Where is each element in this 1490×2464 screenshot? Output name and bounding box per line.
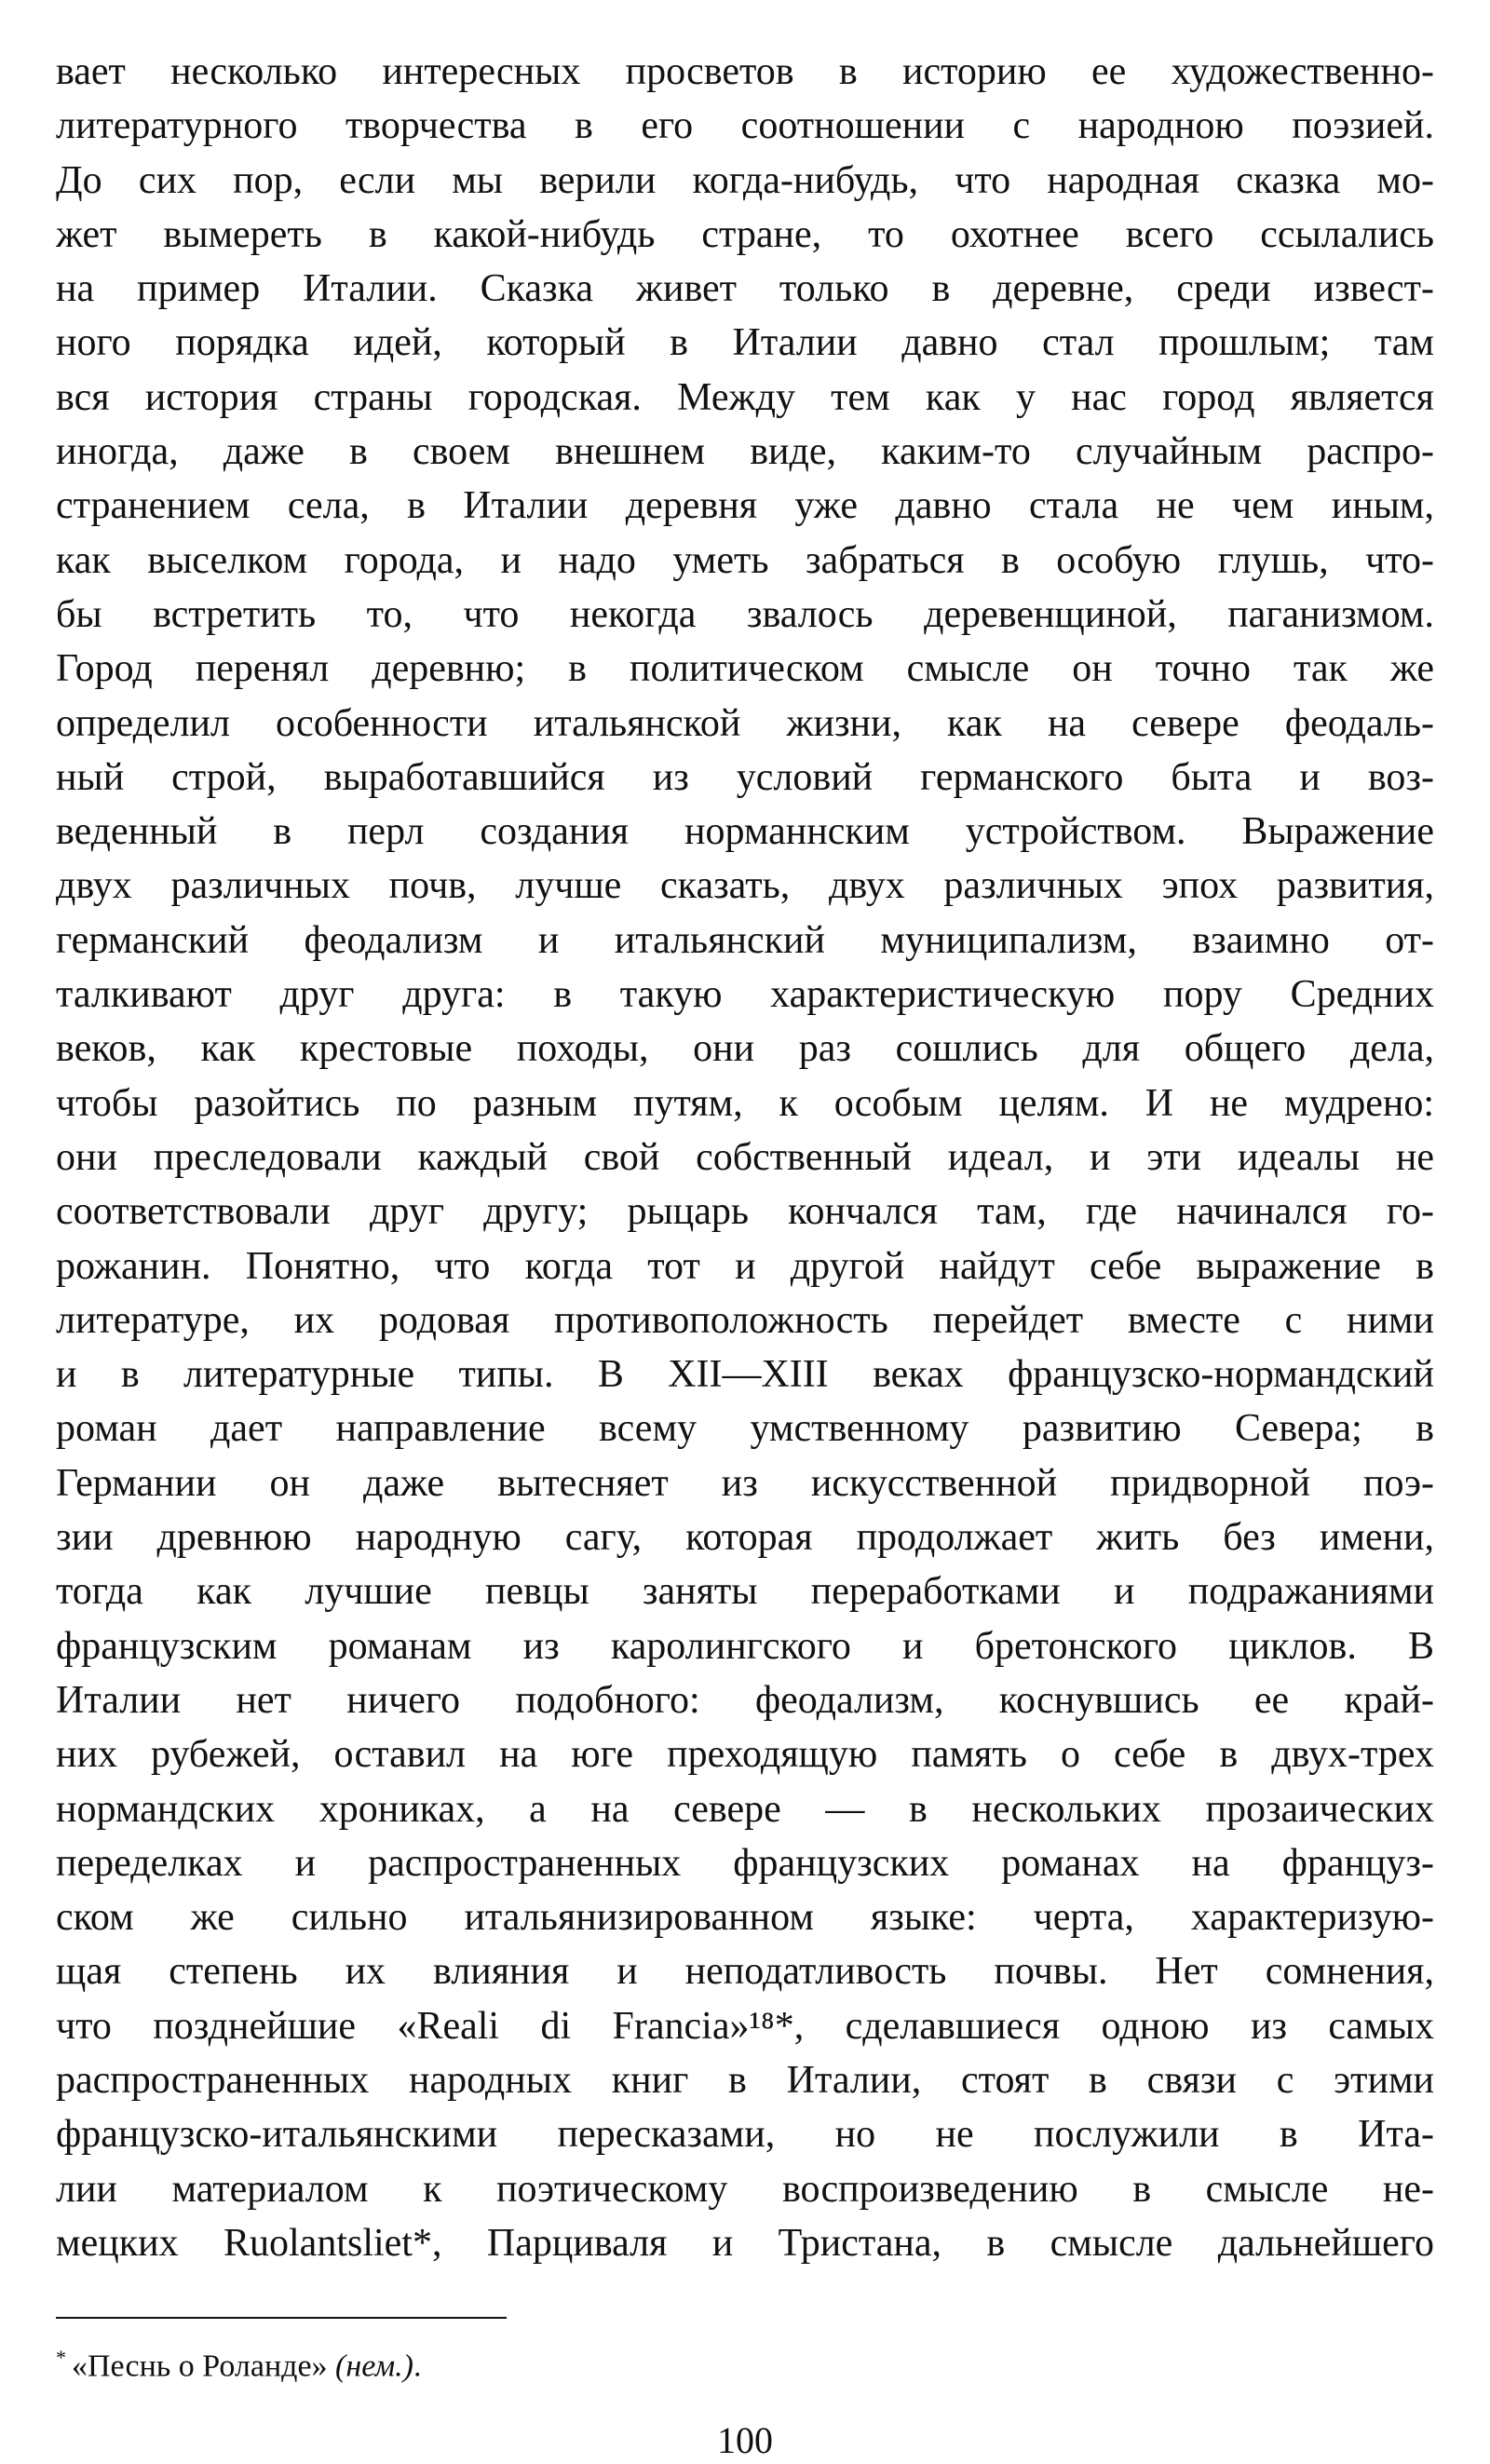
text-line: талкивают друг друга: в такую характеристическую пору Средних [56,973,1434,1017]
text-line: До сих пор, если мы верили когда-нибудь, что народная сказка мо- [56,158,1434,202]
text-line: что позднейшие «Reali di Francia»¹⁸*, сделавшиеся одною из самых [56,2004,1434,2048]
text-line: вся история страны городская. Между тем как у нас город является [56,375,1434,419]
text-line: определил особенности итальянской жизни, как на севере феодаль- [56,701,1434,745]
text-line: соответствовали друг другу; рыцарь кончался там, где начинался го- [56,1190,1434,1234]
text-line: тогда как лучшие певцы заняты переработками и подражаниями [56,1570,1434,1614]
page-number: 100 [717,2419,773,2461]
text-line: на пример Италии. Сказка живет только в деревне, среди извест- [56,267,1434,311]
text-line: нормандских хрониках, а на севере — в нескольких прозаических [56,1787,1434,1831]
text-line: странением села, в Италии деревня уже давно стала не чем иным, [56,484,1434,528]
text-line: веков, как крестовые походы, они раз сошлись для общего дела, [56,1027,1434,1071]
footnote-end: . [413,2349,422,2384]
text-line: двух различных почв, лучше сказать, двух различных эпох развития, [56,864,1434,908]
text-line: литературе, их родовая противоположность перейдет вместе с ними [56,1298,1434,1342]
text-line: германский феодализм и итальянский муниципализм, взаимно от- [56,918,1434,962]
body-text [56,45,1434,2270]
footnote-abbreviation: (нем.) [335,2349,414,2384]
text-line: них рубежей, оставил на юге преходящую память о себе в двух-трех [56,1733,1434,1777]
text-line: щая степень их влияния и неподатливость почвы. Нет сомнения, [56,1950,1434,1994]
text-line: роман дает направление всему умственному развитию Севера; в [56,1407,1434,1451]
text-line: мецких Ruolantsliet*, Парциваля и Тристана, в смысле дальнейшего [56,2221,1434,2265]
text-line: распространенных народных книг в Италии, стоят в связи с этими [56,2058,1434,2102]
text-line: ный строй, выработавшийся из условий германского быта и воз- [56,755,1434,799]
text-line: Город перенял деревню; в политическом смысле он точно так же [56,647,1434,691]
book-page [56,45,1434,2461]
footnote-divider [56,2317,507,2319]
text-line: Италии нет ничего подобного: феодализм, коснувшись ее край- [56,1678,1434,1722]
text-line: переделках и распространенных французских романах на француз- [56,1841,1434,1885]
text-line: французским романам из каролингского и бретонского циклов. В [56,1624,1434,1668]
text-line: как выселком города, и надо уметь забраться в особую глушь, что- [56,538,1434,582]
text-line: вает несколько интересных просветов в историю ее художественно- [56,50,1434,93]
text-line: зии древнюю народную сагу, которая продолжает жить без имени, [56,1516,1434,1560]
text-line: веденный в перл создания норманнским устройством. Выражение [56,810,1434,854]
text-line: чтобы разойтись по разным путям, к особым целям. И не мудрено: [56,1081,1434,1125]
text-line: иногда, даже в своем внешнем виде, каким-то случайным распро- [56,430,1434,474]
text-line: ском же сильно итальянизированном языке: черта, характеризую- [56,1896,1434,1940]
footnote-mark: * [56,2346,66,2369]
footnote [56,2337,422,2387]
text-line: литературного творчества в его соотношении с народною поэзией. [56,104,1434,148]
text-line: бы встретить то, что некогда звалось деревенщиной, паганизмом. [56,592,1434,636]
text-line: Германии он даже вытесняет из искусственной придворной поэ- [56,1461,1434,1505]
text-line: ного порядка идей, который в Италии давно стал прошлым; там [56,321,1434,365]
text-line: жет вымереть в какой-нибудь стране, то охотнее всего ссылались [56,212,1434,256]
text-line: лии материалом к поэтическому воспроизведению в смысле не- [56,2167,1434,2211]
footnote-text: «Песнь о Роланде» [72,2349,336,2384]
text-line: французско-итальянскими пересказами, но не послужили в Ита- [56,2113,1434,2157]
text-line: и в литературные типы. В XII—XIII веках французско-нормандский [56,1353,1434,1397]
text-line: рожанин. Понятно, что когда тот и другой найдут себе выражение в [56,1244,1434,1288]
text-line: они преследовали каждый свой собственный идеал, и эти идеалы не [56,1135,1434,1179]
